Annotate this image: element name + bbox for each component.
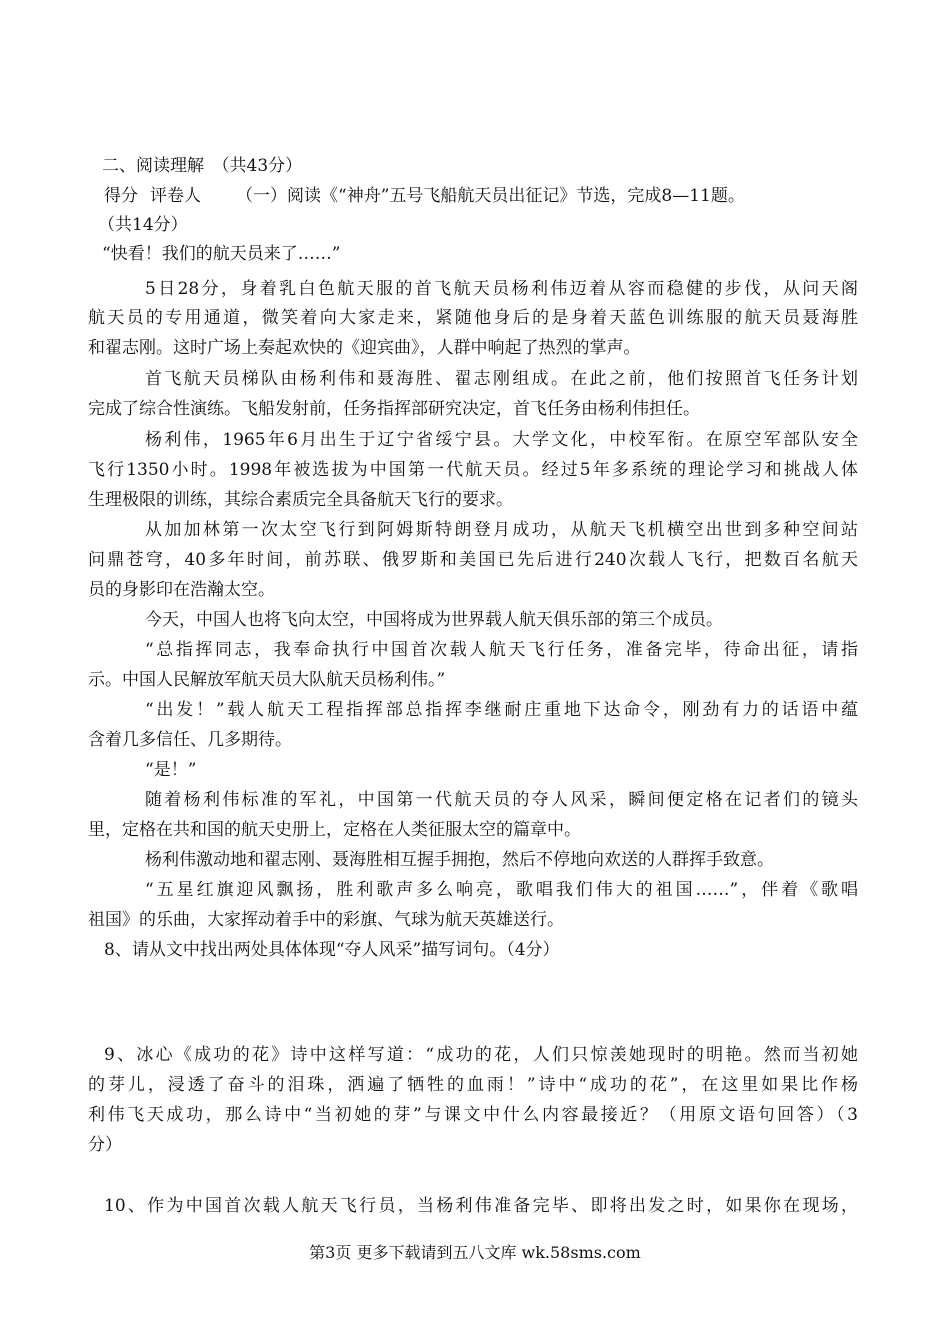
passage-line: 今天，中国人也将飞向太空，中国将成为世界载人航天俱乐部的第三个成员。: [145, 610, 723, 630]
passage-line: 生理极限的训练，其综合素质完全具备航天飞行的要求。: [88, 490, 513, 510]
question-9-line: 9、冰心《成功的花》诗中这样写道：“成功的花，人们只惊羡她现时的明艳。然而当初她: [104, 1045, 858, 1065]
section-heading: 二、阅读理解 （共43分）: [102, 156, 303, 176]
passage-line: 飞行1350小时。1998年被选拔为中国第一代航天员。经过5年多系统的理论学习和挑战人体: [88, 460, 858, 480]
passage-line: “总指挥同志，我奉命执行中国首次载人航天飞行任务，准备完毕，待命出征，请指: [145, 640, 858, 660]
passage-line: 从加加林第一次太空飞行到阿姆斯特朗登月成功，从航天飞机横空出世到多种空间站: [145, 520, 858, 540]
passage-line: “出发！”载人航天工程指挥部总指挥李继耐庄重地下达命令，刚劲有力的话语中蕴: [145, 700, 858, 720]
passage-line: 完成了综合性演练。飞船发射前，任务指挥部研究决定，首飞任务由杨利伟担任。: [88, 399, 700, 419]
passage-line: 祖国》的乐曲，大家挥动着手中的彩旗、气球为航天英雄送行。: [88, 910, 564, 930]
question-9-line: 分）: [88, 1135, 122, 1155]
passage-line: 杨利伟激动地和翟志刚、聂海胜相互握手拥抱，然后不停地向欢送的人群挥手致意。: [145, 850, 774, 870]
score-label: 得分: [104, 186, 138, 206]
passage-line: 含着几多信任、几多期待。: [88, 730, 292, 750]
passage-line: 问鼎苍穹，40多年时间，前苏联、俄罗斯和美国已先后进行240次载人飞行，把数百名航天: [88, 550, 858, 570]
question-9-line: 的芽儿，浸透了奋斗的泪珠，洒遍了牺牲的血雨！”诗中“成功的花”，在这里如果比作杨: [88, 1075, 858, 1095]
question-10: 10、作为中国首次载人航天飞行员，当杨利伟准备完毕、即将出发之时，如果你在现场，: [104, 1196, 858, 1216]
question-9-line: 利伟飞天成功，那么诗中“当初她的芽”与课文中什么内容最接近？（用原文语句回答）（3: [88, 1105, 858, 1125]
passage-line: 和翟志刚。这时广场上奏起欢快的《迎宾曲》，人群中响起了热烈的掌声。: [88, 338, 641, 358]
passage-line: 航天员的专用通道，微笑着向大家走来，紧随他身后的是身着天蓝色训练服的航天员聂海胜: [88, 308, 858, 328]
passage-line: 杨利伟，1965年6月出生于辽宁省绥宁县。大学文化，中校军衔。在原空军部队安全: [145, 430, 858, 450]
passage-line: 5日28分，身着乳白色航天服的首飞航天员杨利伟迈着从容而稳健的步伐，从问天阁: [145, 279, 858, 299]
marker-label: 评卷人: [150, 186, 201, 206]
page-footer: 第3页 更多下载请到五八文库 wk.58sms.com: [309, 1243, 641, 1262]
passage-line: 首飞航天员梯队由杨利伟和聂海胜、翟志刚组成。在此之前，他们按照首飞任务计划: [145, 369, 858, 389]
passage-line: 随着杨利伟标准的军礼，中国第一代航天员的夺人风采，瞬间便定格在记者们的镜头: [145, 790, 858, 810]
passage-line: 示。中国人民解放军航天员大队航天员杨利伟。”: [88, 670, 446, 690]
task-points: （共14分）: [98, 215, 188, 235]
passage-quote-intro: “快看！我们的航天员来了……”: [102, 244, 341, 264]
passage-line: 里，定格在共和国的航天史册上，定格在人类征服太空的篇章中。: [88, 820, 581, 840]
reading-task-instruction: （一）阅读《“神舟”五号飞船航天员出征记》节选，完成8—11题。: [236, 186, 745, 206]
passage-line: 员的身影印在浩瀚太空。: [88, 580, 275, 600]
passage-line: “是！”: [145, 760, 197, 780]
question-8: 8、请从文中找出两处具体体现“夺人风采”描写词句。（4分）: [104, 940, 560, 960]
passage-line: “五星红旗迎风飘扬，胜利歌声多么响亮，歌唱我们伟大的祖国……”，伴着《歌唱: [145, 880, 858, 900]
